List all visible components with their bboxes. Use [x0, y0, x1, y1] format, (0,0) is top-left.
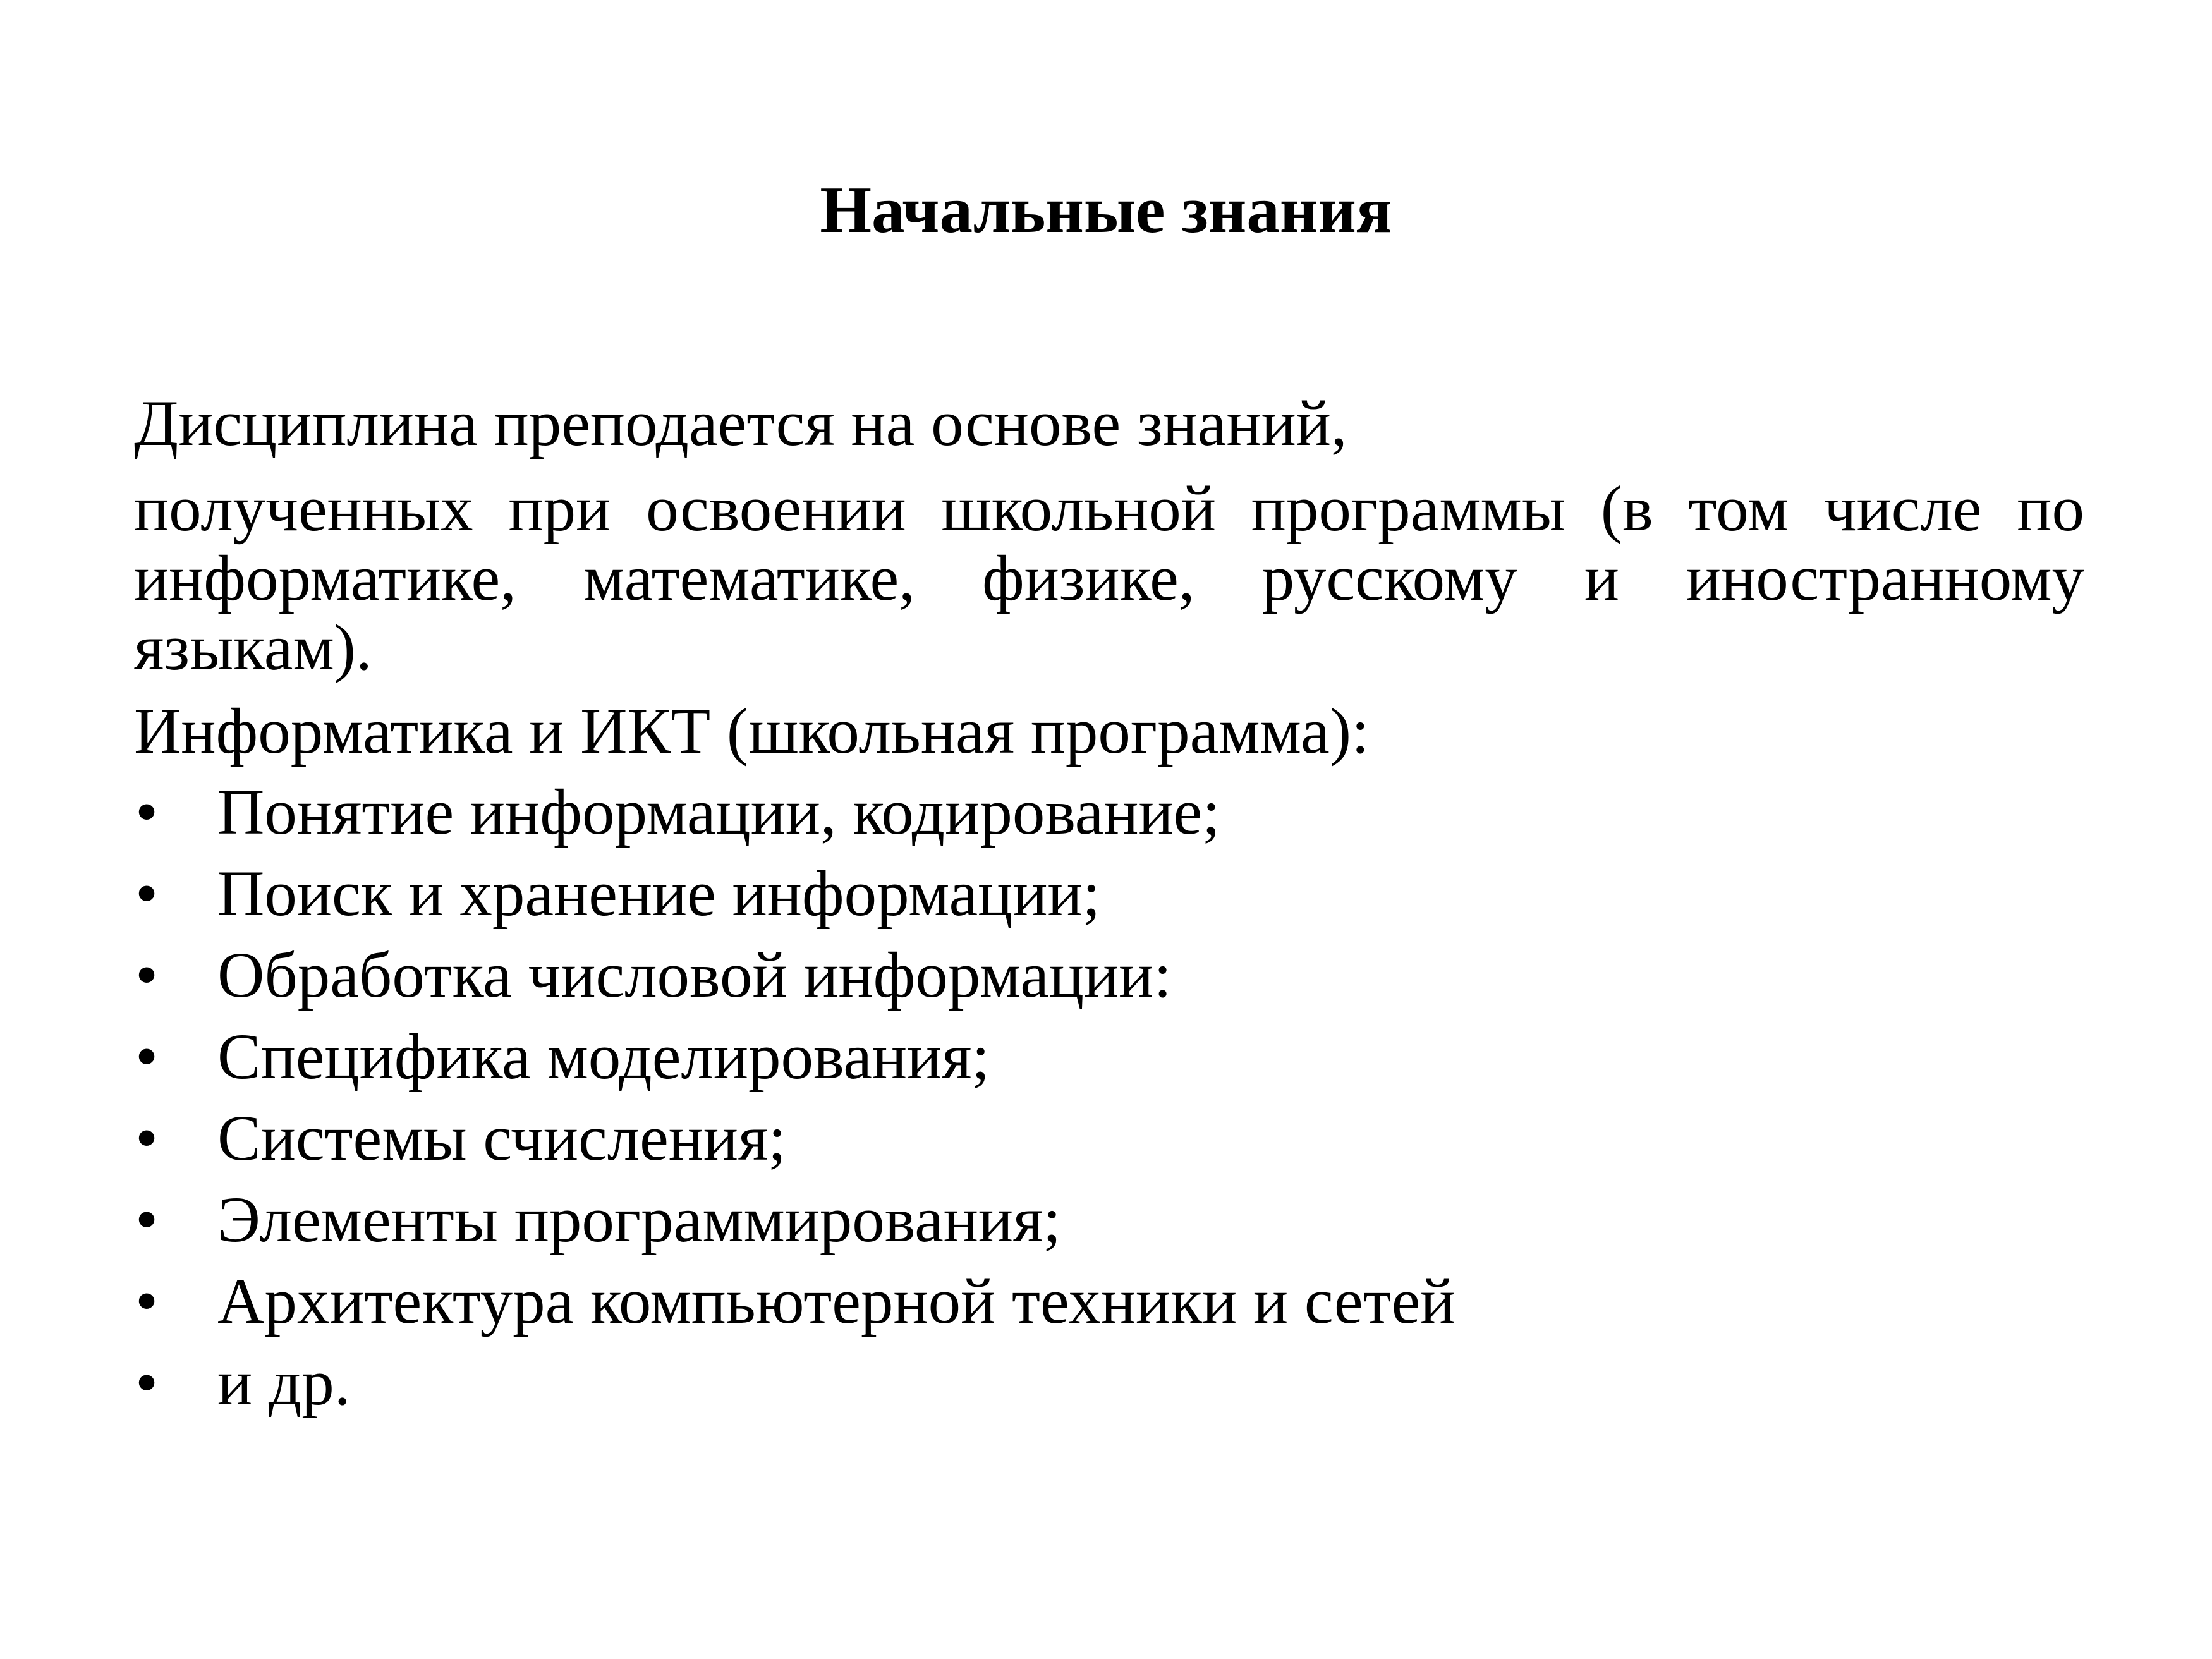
- list-item: [134, 1261, 2084, 1342]
- list-item-text: Обработка числовой информации:: [217, 939, 1172, 1011]
- bullet-icon: •: [135, 1021, 159, 1093]
- topics-list: [134, 772, 2084, 1424]
- list-item: [134, 1016, 2084, 1098]
- bullet-icon: •: [135, 939, 159, 1011]
- list-item-text: Понятие информации, кодирование;: [217, 776, 1220, 848]
- list-item: [134, 1342, 2084, 1424]
- list-item: [134, 935, 2084, 1016]
- list-item-text: Элементы программирования;: [217, 1184, 1062, 1256]
- list-item-text: Поиск и хранение информации;: [217, 858, 1101, 930]
- bullet-icon: •: [135, 776, 159, 848]
- slide-title: Начальные знания: [820, 173, 1392, 246]
- bullet-icon: •: [135, 1102, 159, 1174]
- description-paragraph: полученных при освоении школьной программы (в том числе по информатике, математике, физике, русскому и иностранному языкам).: [134, 473, 2084, 684]
- list-item: [134, 853, 2084, 935]
- list-item: [134, 1098, 2084, 1179]
- list-item-text: Специфика моделирования;: [217, 1021, 990, 1093]
- slide-body: [134, 384, 2084, 1424]
- list-item: [134, 772, 2084, 853]
- bullet-icon: •: [135, 1265, 159, 1337]
- list-item-text: и др.: [217, 1347, 351, 1419]
- list-item: [134, 1179, 2084, 1261]
- bullet-icon: •: [135, 858, 159, 930]
- list-item-text: Архитектура компьютерной техники и сетей: [217, 1265, 1455, 1337]
- bullet-icon: •: [135, 1347, 159, 1419]
- list-heading: Информатика и ИКТ (школьная программа):: [134, 695, 1370, 767]
- bullet-icon: •: [135, 1184, 159, 1256]
- intro-paragraph: Дисциплина преподается на основе знаний,: [134, 387, 1347, 459]
- list-item-text: Системы счисления;: [217, 1102, 787, 1174]
